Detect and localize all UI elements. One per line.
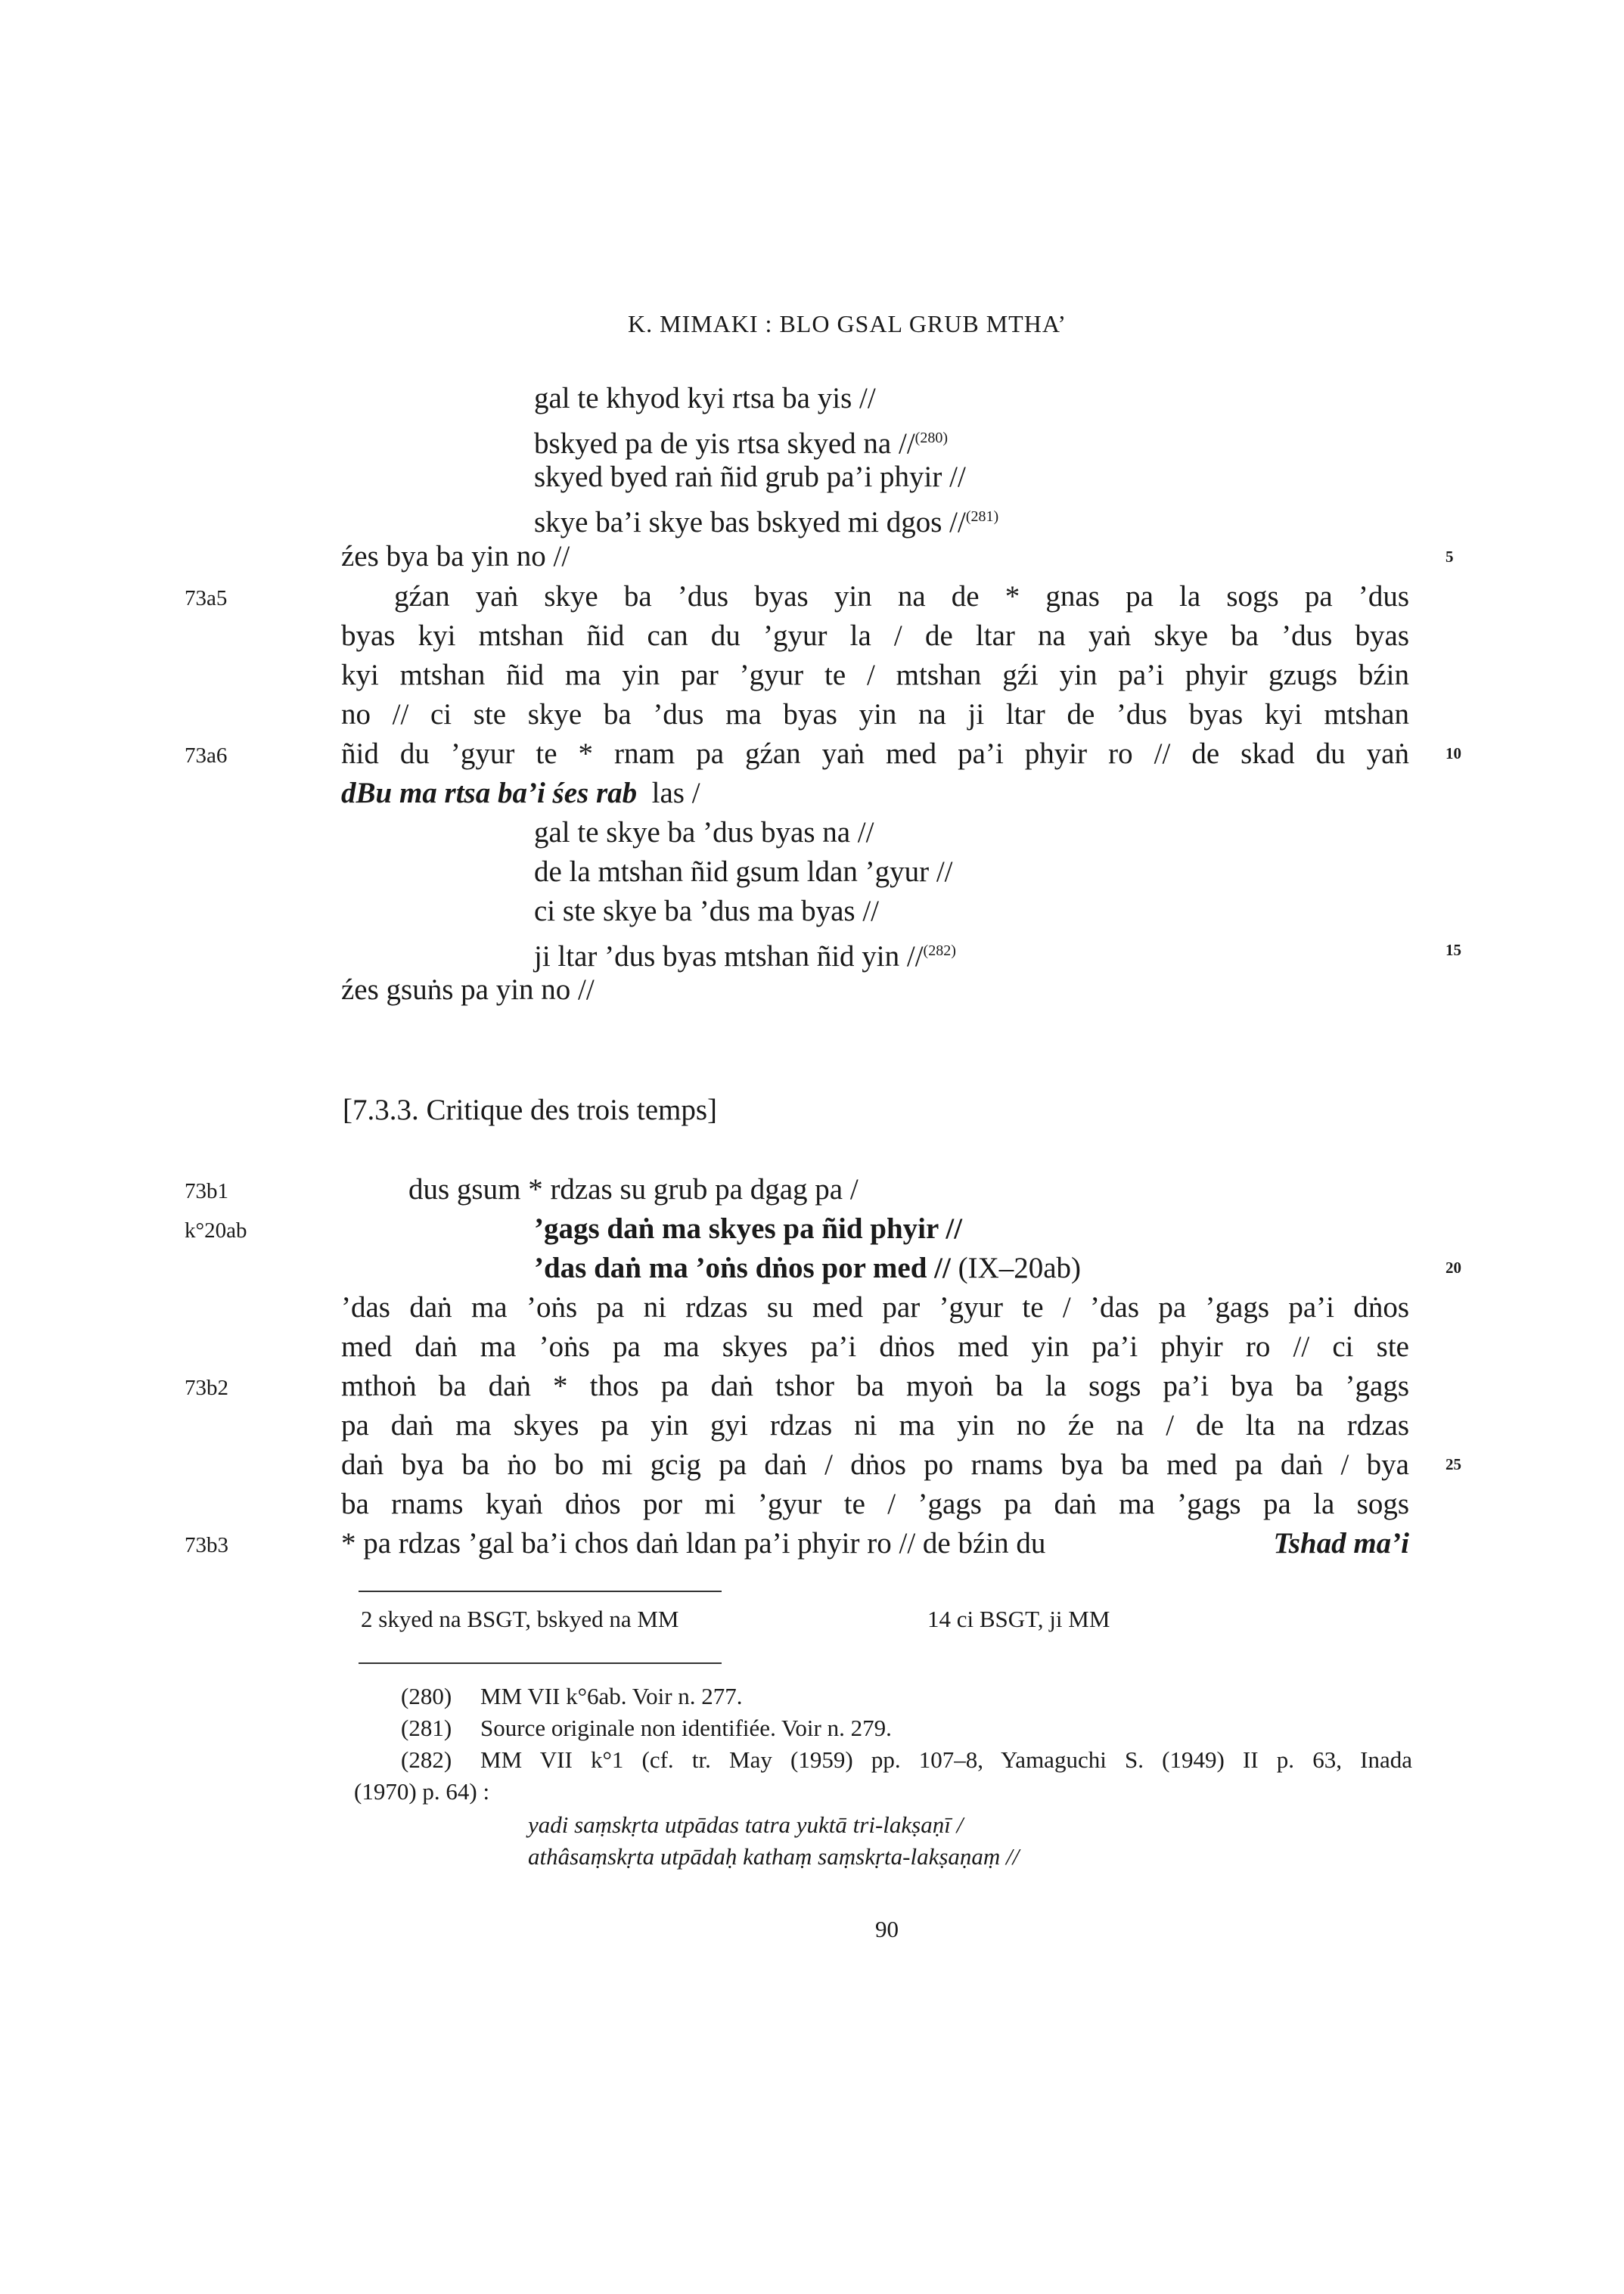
footnote-text: MM VII k°1 (cf. tr. May (1959) pp. 107–8, Yamaguchi S. (1949) II p. 63, Inada — [480, 1746, 1412, 1773]
running-head: K. MIMAKI : BLO GSAL GRUB MTHA’ — [628, 310, 1067, 337]
verse-line: ji ltar ’dus byas mtshan ñid yin //$^{(282)}$ — [534, 940, 956, 973]
section-heading: [7.3.3. Critique des trois temps] — [343, 1094, 718, 1126]
line-number: 20 — [1445, 1259, 1461, 1277]
text-line: źes gsuṅs pa yin no // — [341, 973, 595, 1006]
margin-ref: 73a6 — [185, 743, 228, 768]
verse-line: ci ste skye ba ’dus ma byas // — [534, 895, 879, 927]
text-line: no // ci ste skye ba ’dus ma byas yin na ji ltar de ’dus byas kyi mtshan — [341, 698, 1409, 731]
variant-note: 2 skyed na BSGT, bskyed na MM — [361, 1606, 679, 1632]
text-line: ba rnams kyaṅ dṅos por mi ’gyur te / ’gags pa daṅ ma ’gags pa la sogs — [341, 1488, 1409, 1520]
text-line: * pa rdzas ’gal ba’i chos daṅ ldan pa’i phyir ro // de bźin du Tshad ma’i — [341, 1525, 1409, 1563]
line-number: 25 — [1445, 1455, 1461, 1473]
line-number: 5 — [1445, 548, 1454, 566]
text-line: gźan yaṅ skye ba ’dus byas yin na de * gnas pa la sogs pa ’dus — [394, 580, 1409, 613]
footnote-rule — [359, 1662, 722, 1664]
sanskrit-verse: yadi saṃskṛta utpādas tatra yuktā tri-lakṣaṇī / — [528, 1811, 964, 1838]
text-line: ñid du ’gyur te * rnam pa gźan yaṅ med pa’i phyir ro // de skad du yaṅ — [341, 737, 1409, 770]
verse-line: bskyed pa de yis rtsa skyed na //$^{(280)}$ — [534, 427, 948, 460]
text-line: daṅ bya ba ṅo bo mi gcig pa daṅ / dṅos po rnams bya ba med pa daṅ / bya — [341, 1448, 1409, 1481]
footnote-text: (1970) p. 64) : — [354, 1778, 490, 1805]
verse-line: gal te khyod kyi rtsa ba yis // — [534, 382, 876, 414]
footnote-number: (282) — [401, 1746, 452, 1773]
text-line: mthoṅ ba daṅ * thos pa daṅ tshor ba myoṅ ba la sogs pa’i bya ba ’gags — [341, 1370, 1409, 1402]
text-line: byas kyi mtshan ñid can du ’gyur la / de ltar na yaṅ skye ba ’dus byas — [341, 619, 1409, 652]
verse-line: de la mtshan ñid gsum ldan ’gyur // — [534, 855, 953, 888]
verse-line: ’gags daṅ ma skyes pa ñid phyir // — [534, 1212, 963, 1245]
text-line: ’das daṅ ma ’oṅs pa ni rdzas su med par ’gyur te / ’das pa ’gags pa’i dṅos — [341, 1291, 1409, 1324]
margin-ref: 73a5 — [185, 586, 228, 610]
margin-ref: 73b3 — [185, 1533, 228, 1557]
text-line: kyi mtshan ñid ma yin par ’gyur te / mtshan gźi yin pa’i phyir gzugs bźin — [341, 659, 1409, 691]
footnote-ref: (281) — [965, 508, 999, 525]
footnote-number: (281) — [401, 1715, 452, 1741]
footnote-text: MM VII k°6ab. Voir n. 277. — [480, 1683, 743, 1709]
text-line: dus gsum * rdzas su grub pa dgag pa / — [408, 1173, 859, 1206]
margin-ref: 73b2 — [185, 1376, 228, 1400]
line-number: 10 — [1445, 744, 1461, 762]
apparatus-rule — [359, 1591, 722, 1592]
footnote-number: (280) — [401, 1683, 452, 1709]
footnote-ref: (280) — [914, 430, 948, 446]
footnote-ref: (282) — [923, 942, 956, 959]
text-line: dBu ma rtsa ba’i śes rab las / — [341, 777, 700, 809]
verse-line: ’das daṅ ma ’oṅs dṅos por med // (IX–20ab) — [534, 1252, 1082, 1284]
margin-ref: k°20ab — [185, 1218, 247, 1243]
footnote-text: Source originale non identifiée. Voir n. 279. — [480, 1715, 892, 1741]
text-line: med daṅ ma ’oṅs pa ma skyes pa’i dṅos med yin pa’i phyir ro // ci ste — [341, 1330, 1409, 1363]
text-line: pa daṅ ma skyes pa yin gyi rdzas ni ma yin no źe na / de lta na rdzas — [341, 1409, 1409, 1442]
variant-note: 14 ci BSGT, ji MM — [927, 1606, 1110, 1632]
page-number: 90 — [875, 1916, 899, 1942]
sanskrit-verse: athâsaṃskṛta utpādaḥ kathaṃ saṃskṛta-lakṣaṇaṃ // — [528, 1843, 1020, 1870]
text-line: źes bya ba yin no // — [341, 540, 570, 573]
work-title: Tshad ma’i — [1273, 1527, 1409, 1560]
line-number: 15 — [1445, 941, 1461, 959]
verse-line: skyed byed raṅ ñid grub pa’i phyir // — [534, 461, 966, 493]
verse-line: gal te skye ba ’dus byas na // — [534, 816, 874, 849]
margin-ref: 73b1 — [185, 1179, 228, 1203]
work-title: dBu ma rtsa ba’i śes rab — [341, 777, 638, 809]
verse-line: skye ba’i skye bas bskyed mi dgos //$^{(281)}$ — [534, 506, 999, 539]
